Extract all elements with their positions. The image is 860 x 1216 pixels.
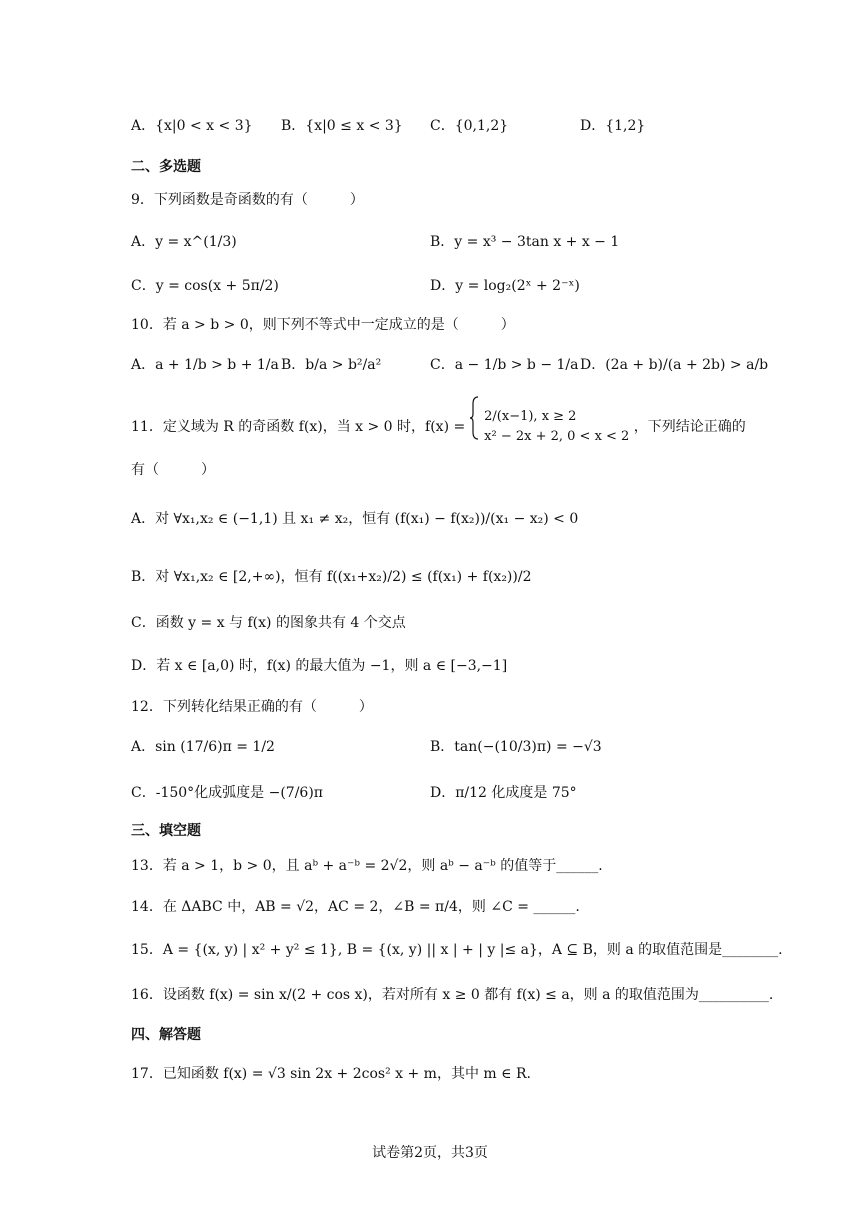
q10-option-d: D．(2a + b)/(a + 2b) > a/b [580, 357, 769, 373]
q9-option-a: A．y = x^(1/3) [131, 234, 237, 250]
section-heading-fill-in: 三、填空题 [131, 823, 201, 839]
q10-option-c: C．a − 1/b > b − 1/a [430, 357, 579, 373]
q9-option-c: C．y = cos(x + 5π/2) [131, 278, 279, 294]
q12-option-c: C．-150°化成弧度是 −(7/6)π [131, 785, 324, 801]
q8-option-d: D．{1,2} [580, 118, 646, 134]
q11-stem [131, 396, 746, 458]
q17: 17．已知函数 f(x) = √3 sin 2x + 2cos² x + m，其中 m ∈ R. [131, 1066, 531, 1082]
q15: 15．A = {(x, y) | x² + y² ≤ 1}, B = {(x, y) || x | + | y |≤ a}，A ⊆ B，则 a 的取值范围是________. [131, 942, 783, 958]
q11-option-d: D．若 x ∈ [a,0) 时，f(x) 的最大值为 −1，则 a ∈ [−3,−1] [131, 658, 508, 674]
q12-option-b: B．tan(−(10/3)π) = −√3 [430, 739, 602, 755]
q11-piece-1: 2/(x−1), x ≥ 2 [484, 409, 577, 424]
piecewise-brace [470, 396, 480, 458]
q9-option-b: B．y = x³ − 3tan x + x − 1 [430, 234, 620, 250]
q12-option-a: A．sin (17/6)π = 1/2 [131, 739, 275, 755]
q11-option-b: B．对 ∀x₁,x₂ ∈ [2,+∞)，恒有 f((x₁+x₂)/2) ≤ (f(x₁) + f(x₂))/2 [131, 569, 532, 585]
q11-stem-pre: 11．定义域为 R 的奇函数 f(x)，当 x > 0 时，f(x) = [131, 419, 466, 435]
q16: 16．设函数 f(x) = sin x/(2 + cos x)，若对所有 x ≥ 0 都有 f(x) ≤ a，则 a 的取值范围为__________. [131, 987, 774, 1003]
q10-option-a: A．a + 1/b > b + 1/a [131, 357, 279, 373]
q8-option-a: A．{x|0 < x < 3} [131, 118, 253, 134]
q11-option-c: C．函数 y = x 与 f(x) 的图象共有 4 个交点 [131, 615, 406, 631]
q8-option-c: C．{0,1,2} [430, 118, 509, 134]
q9-option-d: D．y = log₂(2ˣ + 2⁻ˣ) [430, 278, 580, 294]
section-heading-solutions: 四、解答题 [131, 1027, 201, 1043]
q14: 14．在 ΔABC 中，AB = √2，AC = 2，∠B = π/4，则 ∠C = ______. [131, 899, 580, 915]
q12-stem: 12．下列转化结果正确的有（ ） [131, 699, 373, 715]
q10-option-b: B．b/a > b²/a² [281, 357, 382, 373]
q11-stem-post: ，下列结论正确的 [633, 419, 746, 435]
section-heading-multiple-choice: 二、多选题 [131, 159, 201, 175]
q11-piecewise [484, 407, 629, 447]
q11-piece-2: x² − 2x + 2, 0 < x < 2 [484, 429, 630, 444]
q11-option-a: A．对 ∀x₁,x₂ ∈ (−1,1) 且 x₁ ≠ x₂，恒有 (f(x₁) − f(x₂))/(x₁ − x₂) < 0 [131, 511, 579, 527]
page-footer: 试卷第2页，共3页 [372, 1145, 488, 1161]
q11-stem-line2: 有（ ） [131, 462, 215, 478]
q12-option-d: D．π/12 化成度是 75° [430, 785, 577, 801]
q8-option-b: B．{x|0 ≤ x < 3} [281, 118, 403, 134]
q13: 13．若 a > 1，b > 0，且 aᵇ + a⁻ᵇ = 2√2，则 aᵇ − a⁻ᵇ 的值等于______. [131, 858, 603, 874]
q9-stem: 9．下列函数是奇函数的有（ ） [131, 192, 364, 208]
q10-stem: 10．若 a > b > 0，则下列不等式中一定成立的是（ ） [131, 317, 515, 333]
